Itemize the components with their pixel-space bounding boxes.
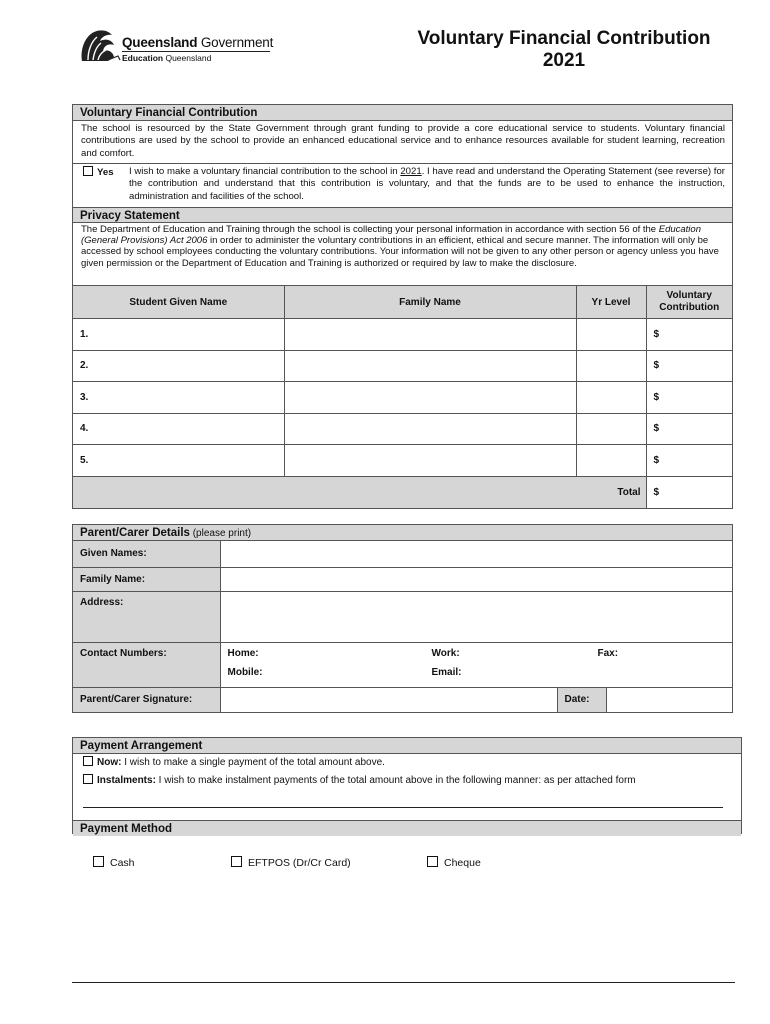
family-name-cell[interactable] bbox=[284, 445, 576, 477]
instalment-details-line[interactable] bbox=[83, 807, 723, 808]
mobile-label: Mobile: bbox=[227, 666, 263, 678]
contribution-cell[interactable]: $ bbox=[646, 445, 732, 477]
yes-checkbox[interactable] bbox=[83, 166, 93, 176]
address-label: Address: bbox=[73, 591, 220, 642]
total-label: Total bbox=[73, 476, 646, 508]
privacy-text: The Department of Education and Training through the school is collecting your personal information in accordance with section 56 of the Education (General Provisions) Act 2006 in order to administer the voluntary contributions in an efficient, ethical and secure manner. The information will only be accessed by school employees conducting the voluntary contributions. Your information will not be given to any other person or agency unless you have given permission or the Department of Education and Training is authorized or required by law to make the disclosure. bbox=[81, 224, 719, 269]
total-row bbox=[73, 476, 732, 508]
pay-instalments-row: Instalments: I wish to make instalment payments of the total amount above in the following manner: as per attached form bbox=[73, 773, 741, 789]
student-name-cell[interactable]: 4. bbox=[73, 413, 284, 445]
family-name-cell[interactable] bbox=[284, 319, 576, 351]
table-row bbox=[73, 413, 732, 445]
yr-level-cell[interactable] bbox=[576, 319, 646, 351]
yes-text-2: . I have read and understand the Operating Statement (see reverse) for the contribution and understand that this contribution is voluntary, and that the funds are to be used to enhance the instruction, administration and facilities of the school. bbox=[129, 166, 725, 202]
method-cash[interactable]: Cash bbox=[93, 856, 135, 869]
logo bbox=[78, 27, 278, 67]
table-row bbox=[73, 350, 732, 382]
student-name-cell[interactable]: 5. bbox=[73, 445, 284, 477]
table-row bbox=[73, 319, 732, 351]
payment-arrangement-heading: Payment Arrangement bbox=[73, 738, 741, 754]
student-name-cell[interactable]: 3. bbox=[73, 382, 284, 414]
brand-name: Queensland Government bbox=[122, 35, 274, 50]
date-field[interactable] bbox=[606, 687, 732, 712]
family-name-cell[interactable] bbox=[284, 350, 576, 382]
cheque-checkbox[interactable] bbox=[427, 856, 438, 867]
brand-rule bbox=[122, 51, 270, 52]
fax-label: Fax: bbox=[597, 647, 619, 659]
signature-label: Parent/Carer Signature: bbox=[73, 687, 220, 712]
student-name-cell[interactable]: 1. bbox=[73, 319, 284, 351]
queensland-coat-of-arms-icon bbox=[78, 27, 122, 65]
given-names-field[interactable] bbox=[220, 541, 732, 567]
work-label: Work: bbox=[431, 647, 460, 659]
contact-numbers-label: Contact Numbers: bbox=[73, 642, 220, 687]
page-title: Voluntary Financial Contribution 2021 bbox=[417, 28, 711, 71]
pay-instalments-checkbox[interactable] bbox=[83, 774, 93, 784]
yr-level-cell[interactable] bbox=[576, 350, 646, 382]
email-label: Email: bbox=[431, 666, 462, 678]
address-field[interactable] bbox=[220, 591, 732, 642]
contribution-section bbox=[72, 104, 733, 509]
contribution-cell[interactable]: $ bbox=[646, 413, 732, 445]
table-row bbox=[73, 382, 732, 414]
pay-now-checkbox[interactable] bbox=[83, 756, 93, 766]
yes-row bbox=[73, 163, 732, 207]
table-row bbox=[73, 445, 732, 477]
contact-numbers-field[interactable] bbox=[220, 642, 732, 687]
signature-field[interactable] bbox=[220, 687, 557, 712]
col-voluntary-contribution: Voluntary Contribution bbox=[646, 286, 732, 319]
parent-carer-section bbox=[72, 524, 733, 713]
eftpos-checkbox[interactable] bbox=[231, 856, 242, 867]
family-name-field[interactable] bbox=[220, 567, 732, 591]
given-names-label: Given Names: bbox=[73, 541, 220, 567]
yr-level-cell[interactable] bbox=[576, 382, 646, 414]
yes-label: Yes bbox=[97, 167, 114, 178]
yr-level-cell[interactable] bbox=[576, 445, 646, 477]
privacy-heading: Privacy Statement bbox=[73, 207, 732, 223]
method-cheque[interactable]: Cheque bbox=[427, 856, 481, 869]
family-name-cell[interactable] bbox=[284, 382, 576, 414]
contribution-cell[interactable]: $ bbox=[646, 382, 732, 414]
parent-carer-table bbox=[73, 541, 732, 712]
pay-now-row: Now: I wish to make a single payment of the total amount above. bbox=[73, 755, 741, 771]
contribution-heading: Voluntary Financial Contribution bbox=[73, 105, 732, 121]
footer-rule bbox=[72, 982, 735, 983]
method-eftpos[interactable]: EFTPOS (Dr/Cr Card) bbox=[231, 856, 351, 869]
student-table bbox=[73, 285, 732, 508]
act-name: Education (General Provisions) Act 2006 bbox=[81, 224, 701, 247]
yes-year: 2021 bbox=[400, 166, 422, 177]
col-student-given-name: Student Given Name bbox=[73, 286, 284, 319]
department-name: Education Queensland bbox=[122, 53, 212, 63]
yes-text-1: I wish to make a voluntary financial contribution to the school in bbox=[129, 166, 401, 177]
col-family-name: Family Name bbox=[284, 286, 576, 319]
yr-level-cell[interactable] bbox=[576, 413, 646, 445]
total-cell[interactable]: $ bbox=[646, 476, 732, 508]
contribution-cell[interactable]: $ bbox=[646, 319, 732, 351]
home-label: Home: bbox=[227, 647, 259, 659]
student-name-cell[interactable]: 2. bbox=[73, 350, 284, 382]
parent-carer-heading: Parent/Carer Details (please print) bbox=[73, 525, 732, 541]
payment-section bbox=[72, 737, 742, 834]
contribution-intro: The school is resourced by the State Government through grant funding to provide a core educational service to students. Voluntary financial contributions are used by the school to provide an enhanced educational service and to enhance resources available for student learning, recreation and comfort. bbox=[81, 123, 725, 159]
date-label: Date: bbox=[557, 687, 606, 712]
cash-checkbox[interactable] bbox=[93, 856, 104, 867]
family-name-label: Family Name: bbox=[73, 567, 220, 591]
contribution-cell[interactable]: $ bbox=[646, 350, 732, 382]
payment-method-heading: Payment Method bbox=[73, 820, 741, 836]
family-name-cell[interactable] bbox=[284, 413, 576, 445]
col-yr-level: Yr Level bbox=[576, 286, 646, 319]
